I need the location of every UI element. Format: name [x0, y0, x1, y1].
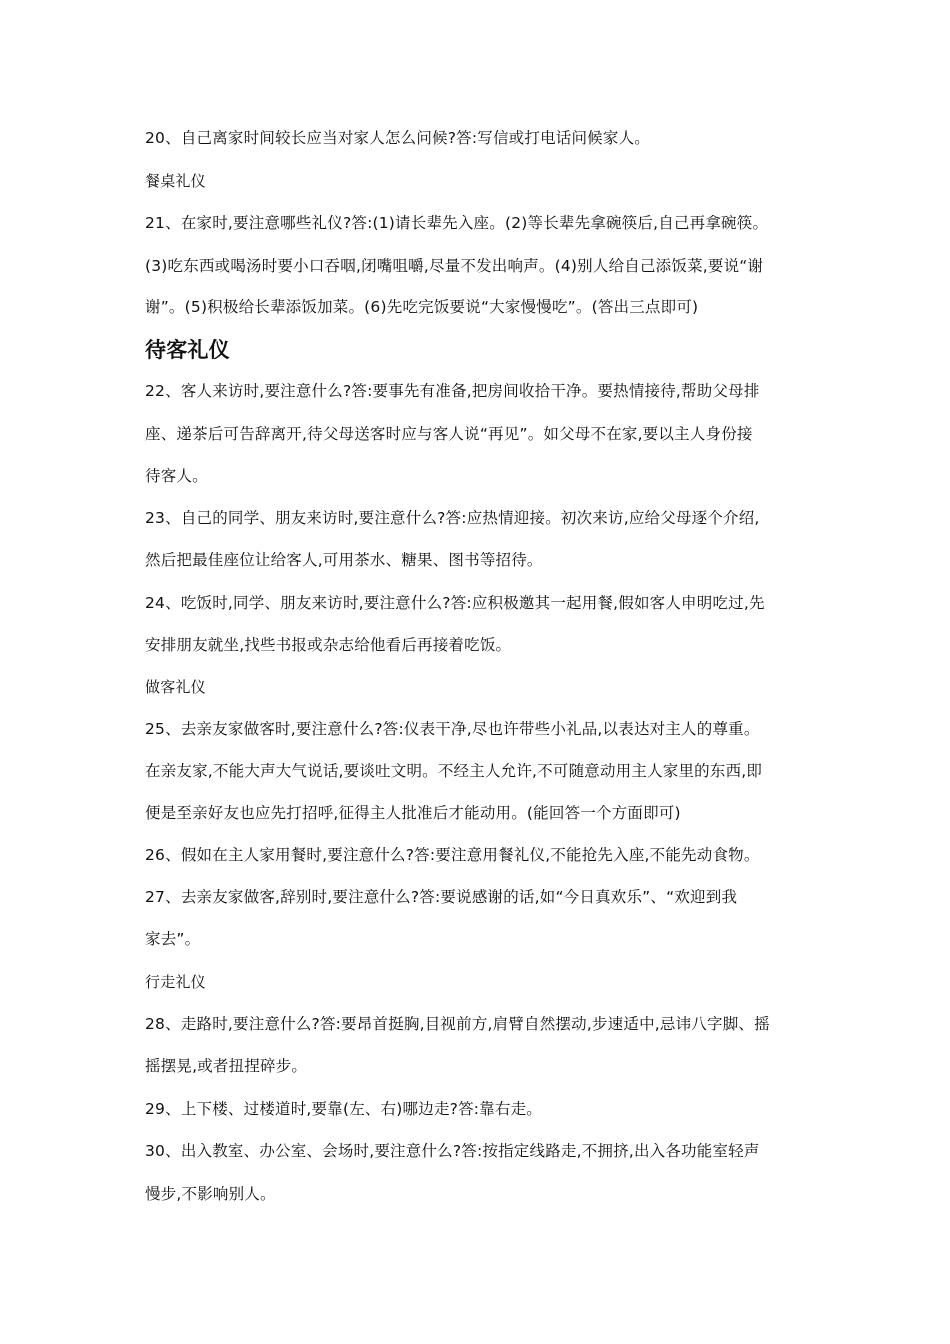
paragraph-q28-line2: 摇摆晃,或者扭捏碎步。	[145, 1057, 308, 1075]
section-heading-walking-etiquette: 行走礼仪	[145, 973, 206, 991]
paragraph-q22-line3: 待客人。	[145, 467, 208, 485]
paragraph-q22-line2: 座、递茶后可告辞离开,待父母送客时应与客人说“再见”。如父母不在家,要以主人身份接	[145, 425, 753, 443]
paragraph-q24-line2: 安排朋友就坐,找些书报或杂志给他看后再接着吃饭。	[145, 636, 512, 654]
paragraph-q25-line3: 便是至亲好友也应先打招呼,征得主人批准后才能动用。(能回答一个方面即可)	[145, 804, 681, 822]
paragraph-q28-line1: 28、走路时,要注意什么?答:要昂首挺胸,目视前方,肩臂自然摆动,步速适中,忌讳八字脚、摇	[145, 1015, 770, 1033]
paragraph-q24-line1: 24、吃饭时,同学、朋友来访时,要注意什么?答:应积极邀其一起用餐,假如客人申明吃过,先	[145, 594, 765, 612]
paragraph-q29: 29、上下楼、过楼道时,要靠(左、右)哪边走?答:靠右走。	[145, 1100, 542, 1118]
paragraph-q23-line1: 23、自己的同学、朋友来访时,要注意什么?答:应热情迎接。初次来访,应给父母逐个介绍,	[145, 509, 760, 527]
paragraph-q30-line2: 慢步,不影响别人。	[145, 1185, 276, 1203]
paragraph-q23-line2: 然后把最佳座位让给客人,可用茶水、糖果、图书等招待。	[145, 551, 543, 569]
section-heading-hosting-etiquette: 待客礼仪	[145, 338, 230, 362]
paragraph-q27-line1: 27、去亲友家做客,辞别时,要注意什么?答:要说感谢的话,如“今日真欢乐”、“欢迎到我	[145, 888, 738, 906]
paragraph-q21-line2: (3)吃东西或喝汤时要小口吞咽,闭嘴咀嚼,尽量不发出响声。(4)别人给自己添饭菜,要说“谢	[145, 257, 764, 275]
section-heading-guest-etiquette: 做客礼仪	[145, 678, 206, 696]
paragraph-q21-line3: 谢”。(5)积极给长辈添饭加菜。(6)先吃完饭要说“大家慢慢吃”。(答出三点即可)	[145, 298, 699, 316]
paragraph-q20: 20、自己离家时间较长应当对家人怎么问候?答:写信或打电话问候家人。	[145, 129, 650, 147]
paragraph-q26: 26、假如在主人家用餐时,要注意什么?答:要注意用餐礼仪,不能抢先入座,不能先动食物。	[145, 846, 760, 864]
paragraph-q22-line1: 22、客人来访时,要注意什么?答:要事先有准备,把房间收拾干净。要热情接待,帮助父母排	[145, 382, 760, 400]
section-heading-dining-etiquette: 餐桌礼仪	[145, 172, 206, 190]
paragraph-q27-line2: 家去”。	[145, 930, 201, 948]
paragraph-q25-line2: 在亲友家,不能大声大气说话,要谈吐文明。不经主人允许,不可随意动用主人家里的东西,即	[145, 762, 763, 780]
paragraph-q21-line1: 21、在家时,要注意哪些礼仪?答:(1)请长辈先入座。(2)等长辈先拿碗筷后,自己再拿碗筷。	[145, 214, 769, 232]
paragraph-q30-line1: 30、出入教室、办公室、会场时,要注意什么?答:按指定线路走,不拥挤,出入各功能室轻声	[145, 1142, 760, 1160]
paragraph-q25-line1: 25、去亲友家做客时,要注意什么?答:仪表干净,尽也许带些小礼品,以表达对主人的尊重。	[145, 720, 760, 738]
